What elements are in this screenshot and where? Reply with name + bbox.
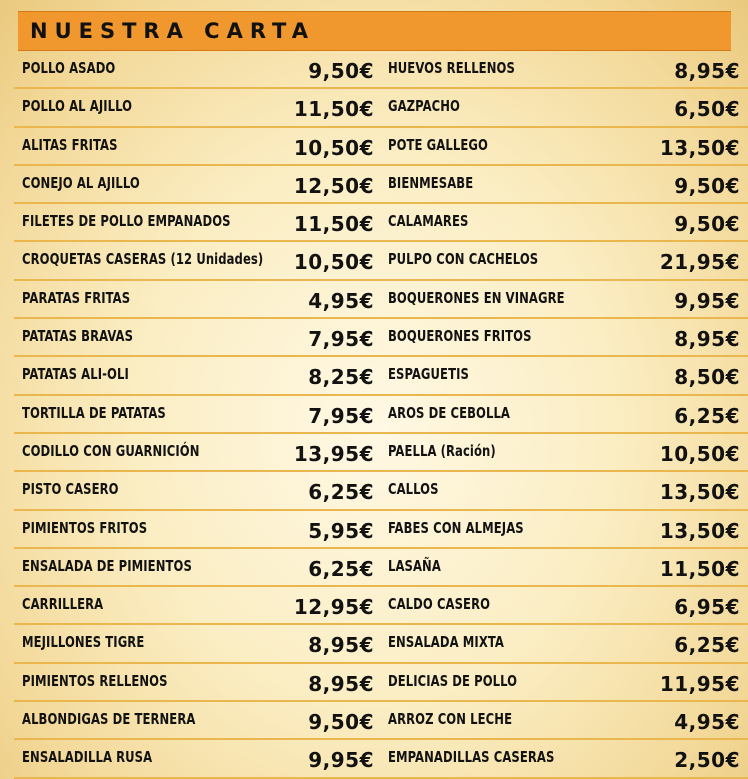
dish-price: 8,50€ bbox=[674, 365, 740, 390]
dish-name: ARROZ CON LECHE bbox=[388, 710, 513, 729]
dish-price: 10,50€ bbox=[293, 135, 374, 160]
menu-row bbox=[14, 89, 748, 127]
dish-price: 9,50€ bbox=[674, 173, 740, 198]
menu-item bbox=[14, 587, 380, 623]
dish-name: CARRILLERA bbox=[22, 595, 104, 614]
dish-name: CROQUETAS CASERAS (12 Unidades) bbox=[22, 250, 264, 269]
dish-name: TORTILLA DE PATATAS bbox=[22, 403, 166, 422]
menu-list bbox=[14, 51, 748, 779]
menu-item bbox=[380, 511, 742, 547]
dish-price: 4,95€ bbox=[674, 710, 740, 735]
menu-item bbox=[380, 472, 742, 508]
menu-item bbox=[380, 204, 742, 240]
dish-name: CALLOS bbox=[388, 480, 439, 499]
dish-price: 6,25€ bbox=[308, 556, 374, 581]
menu-item bbox=[14, 702, 380, 738]
menu-item bbox=[380, 587, 742, 623]
dish-price: 8,95€ bbox=[674, 59, 740, 83]
dish-name: CALDO CASERO bbox=[388, 595, 491, 614]
menu-item bbox=[14, 51, 380, 87]
dish-price: 9,95€ bbox=[308, 748, 374, 773]
dish-price: 6,50€ bbox=[674, 97, 740, 122]
menu-row bbox=[14, 357, 748, 395]
dish-name: MEJILLONES TIGRE bbox=[22, 633, 145, 652]
dish-name: EMPANADILLAS CASERAS bbox=[388, 748, 555, 767]
dish-name: PISTO CASERO bbox=[22, 480, 119, 499]
dish-price: 7,95€ bbox=[308, 403, 374, 428]
dish-price: 6,25€ bbox=[308, 480, 374, 505]
dish-price: 7,95€ bbox=[308, 327, 374, 352]
dish-price: 9,50€ bbox=[674, 212, 740, 237]
dish-price: 2,50€ bbox=[674, 748, 740, 773]
dish-price: 9,50€ bbox=[308, 59, 374, 83]
dish-name: PATATAS ALI-OLI bbox=[22, 365, 129, 384]
dish-price: 9,95€ bbox=[674, 288, 740, 313]
dish-name: CONEJO AL AJILLO bbox=[22, 173, 140, 192]
menu-row bbox=[14, 319, 748, 357]
dish-name: HUEVOS RELLENOS bbox=[388, 59, 515, 77]
menu-row bbox=[14, 587, 748, 625]
menu-item bbox=[14, 357, 380, 393]
menu-row bbox=[14, 396, 748, 434]
dish-name: CALAMARES bbox=[388, 212, 469, 231]
dish-name: GAZPACHO bbox=[388, 97, 461, 116]
menu-item bbox=[380, 166, 742, 202]
menu-item bbox=[14, 396, 380, 432]
dish-price: 6,25€ bbox=[674, 403, 740, 428]
dish-name: FILETES DE POLLO EMPANADOS bbox=[22, 212, 231, 231]
dish-name: ALITAS FRITAS bbox=[22, 135, 118, 154]
dish-price: 5,95€ bbox=[308, 518, 374, 543]
menu-item bbox=[380, 702, 742, 738]
dish-name: PARATAS FRITAS bbox=[22, 288, 131, 307]
dish-name: PIMIENTOS FRITOS bbox=[22, 518, 148, 537]
menu-item bbox=[380, 664, 742, 700]
menu-item bbox=[380, 242, 742, 278]
menu-item bbox=[14, 511, 380, 547]
menu-row bbox=[14, 51, 748, 89]
menu-item bbox=[14, 204, 380, 240]
dish-name: FABES CON ALMEJAS bbox=[388, 518, 524, 537]
menu-item bbox=[14, 89, 380, 125]
dish-name: BIENMESABE bbox=[388, 173, 474, 192]
dish-price: 8,25€ bbox=[308, 365, 374, 390]
dish-price: 21,95€ bbox=[659, 250, 740, 275]
menu-item bbox=[14, 281, 380, 317]
dish-price: 6,95€ bbox=[674, 595, 740, 620]
menu-header bbox=[18, 11, 731, 51]
menu-item bbox=[14, 740, 380, 776]
menu-item bbox=[14, 434, 380, 470]
dish-name: PIMIENTOS RELLENOS bbox=[22, 671, 168, 690]
dish-name: DELICIAS DE POLLO bbox=[388, 671, 518, 690]
dish-price: 9,50€ bbox=[308, 710, 374, 735]
dish-name: ENSALADA MIXTA bbox=[388, 633, 504, 652]
menu-item bbox=[14, 128, 380, 164]
menu-item bbox=[380, 625, 742, 661]
dish-name: CODILLO CON GUARNICIÓN bbox=[22, 441, 200, 460]
menu-item bbox=[14, 472, 380, 508]
menu-row bbox=[14, 740, 748, 778]
menu-item bbox=[14, 166, 380, 202]
dish-name: AROS DE CEBOLLA bbox=[388, 403, 511, 422]
menu-item bbox=[14, 549, 380, 585]
dish-name: PULPO CON CACHELOS bbox=[388, 250, 539, 269]
menu-item bbox=[14, 319, 380, 355]
dish-price: 11,50€ bbox=[293, 97, 374, 122]
menu-item bbox=[380, 740, 742, 776]
menu-row bbox=[14, 281, 748, 319]
menu-item bbox=[380, 281, 742, 317]
dish-price: 11,50€ bbox=[659, 556, 740, 581]
menu-row bbox=[14, 511, 748, 549]
menu-item bbox=[14, 625, 380, 661]
dish-name: BOQUERONES EN VINAGRE bbox=[388, 288, 565, 307]
dish-price: 10,50€ bbox=[659, 441, 740, 466]
dish-price: 11,95€ bbox=[659, 671, 740, 696]
menu-row bbox=[14, 434, 748, 472]
menu-item bbox=[380, 89, 742, 125]
dish-price: 13,50€ bbox=[659, 135, 740, 160]
dish-price: 8,95€ bbox=[308, 633, 374, 658]
dish-name: ENSALADILLA RUSA bbox=[22, 748, 153, 767]
dish-price: 8,95€ bbox=[674, 327, 740, 352]
menu-row bbox=[14, 702, 748, 740]
menu-row bbox=[14, 166, 748, 204]
menu-item bbox=[380, 51, 742, 87]
menu-item bbox=[380, 549, 742, 585]
dish-name: BOQUERONES FRITOS bbox=[388, 327, 532, 346]
dish-name: POTE GALLEGO bbox=[388, 135, 488, 154]
menu-row bbox=[14, 204, 748, 242]
dish-price: 12,95€ bbox=[293, 595, 374, 620]
dish-name: POLLO AL AJILLO bbox=[22, 97, 133, 116]
dish-name: ENSALADA DE PIMIENTOS bbox=[22, 556, 192, 575]
menu-item bbox=[380, 396, 742, 432]
menu-item bbox=[14, 242, 380, 278]
menu-item bbox=[380, 128, 742, 164]
dish-name: ALBONDIGAS DE TERNERA bbox=[22, 710, 196, 729]
dish-price: 13,95€ bbox=[293, 441, 374, 466]
dish-name: PATATAS BRAVAS bbox=[22, 327, 134, 346]
menu-row bbox=[14, 472, 748, 510]
dish-price: 12,50€ bbox=[293, 173, 374, 198]
dish-name: LASAÑA bbox=[388, 556, 441, 575]
dish-name: ESPAGUETIS bbox=[388, 365, 469, 384]
dish-price: 4,95€ bbox=[308, 288, 374, 313]
menu-row bbox=[14, 242, 748, 280]
dish-price: 10,50€ bbox=[293, 250, 374, 275]
menu-row bbox=[14, 664, 748, 702]
dish-name: POLLO ASADO bbox=[22, 59, 116, 77]
menu-item bbox=[380, 434, 742, 470]
dish-price: 13,50€ bbox=[659, 518, 740, 543]
menu-row bbox=[14, 128, 748, 166]
dish-price: 11,50€ bbox=[293, 212, 374, 237]
menu-item bbox=[380, 319, 742, 355]
menu-row bbox=[14, 549, 748, 587]
menu-title: NUESTRA CARTA bbox=[30, 19, 315, 43]
menu-row bbox=[14, 625, 748, 663]
menu-item bbox=[380, 357, 742, 393]
menu-item bbox=[14, 664, 380, 700]
dish-name: PAELLA (Ración) bbox=[388, 441, 496, 460]
dish-price: 8,95€ bbox=[308, 671, 374, 696]
dish-price: 6,25€ bbox=[674, 633, 740, 658]
dish-price: 13,50€ bbox=[659, 480, 740, 505]
